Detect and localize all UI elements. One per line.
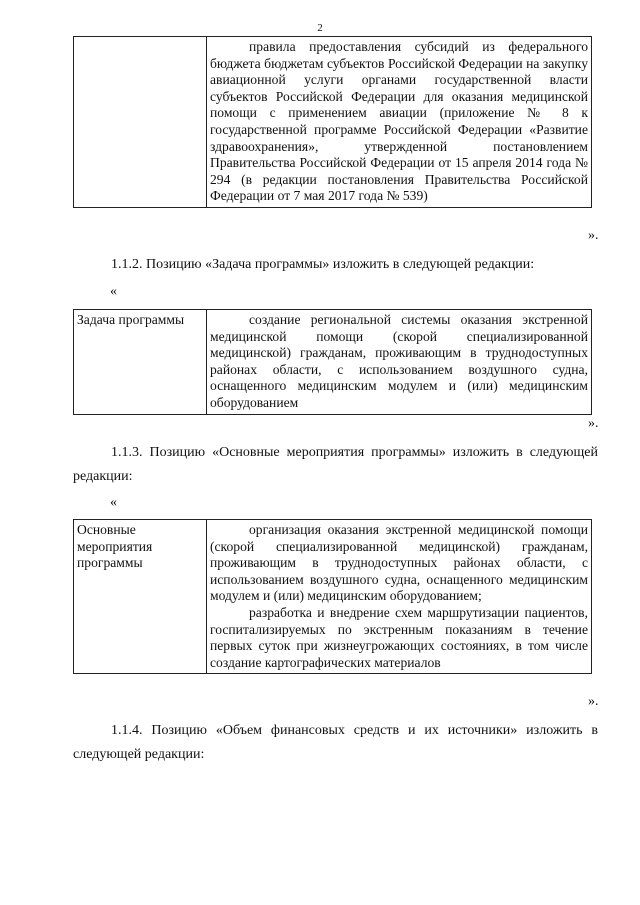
- cell-text: правила предоставления субсидий из федерального бюджета бюджетам субъектов Российской Федерации на закупку авиационной услуги органами государственной власти субъектов Российской Федерации для оказания медицинской помощи с применением авиации (приложение № 8 к государственной программе Российской Федерации «Развитие здравоохранения», утвержденной постановлением Правительства Российской Федерации от 15 апреля 2014 года № 294 (в редакции постановления Правительства Российской Федерации от 7 мая 2017 года № 539): [210, 39, 588, 204]
- table-cell-right: [207, 310, 592, 415]
- table-task: [73, 309, 592, 415]
- closing-quote: ».: [588, 694, 599, 709]
- page-number: 2: [317, 22, 323, 34]
- table-row: [74, 37, 592, 208]
- table-row: [74, 520, 592, 674]
- table-continued: [73, 36, 592, 208]
- table-cell-right: [207, 37, 592, 208]
- cell-text: создание региональной системы оказания экстренной медицинской помощи (скорой специализированной медицинской) гражданам, проживающим в труднодоступных районах области, с использованием воздушного судна, оснащенного медицинским модулем и (или) медицинским оборудованием: [210, 312, 588, 410]
- paragraph-1-1-4: 1.1.4. Позицию «Объем финансовых средств и их источники» изложить в следующей редакции:: [73, 723, 598, 762]
- cell-text: разработка и внедрение схем маршрутизации пациентов, госпитализируемых по экстренным показаниям в течение первых суток при жизнеугрожающих состояниях, в том числе создание картографических материалов: [210, 604, 588, 670]
- table-row: [74, 310, 592, 415]
- cell-text: организация оказания экстренной медицинской помощи (скорой специализированной медицинской) гражданам, проживающим в труднодоступных районах области, с использованием воздушного судна, оснащенного медицинским модулем и (или) медицинским оборудованием;: [210, 522, 588, 604]
- closing-quote: ».: [588, 416, 599, 431]
- table-cell-left: Задача программы: [74, 310, 207, 415]
- table-cell-left: Основные мероприятия программы: [74, 520, 207, 674]
- paragraph-1-1-2: 1.1.2. Позицию «Задача программы» изложить в следующей редакции:: [111, 257, 535, 272]
- closing-quote: ».: [588, 228, 599, 243]
- table-activities: [73, 519, 592, 674]
- paragraph-1-1-3: 1.1.3. Позицию «Основные мероприятия программы» изложить в следующей редакции:: [73, 445, 598, 484]
- opening-quote: «: [110, 284, 117, 299]
- opening-quote: «: [110, 495, 117, 510]
- table-cell-right: [207, 520, 592, 674]
- table-cell-left: [74, 37, 207, 208]
